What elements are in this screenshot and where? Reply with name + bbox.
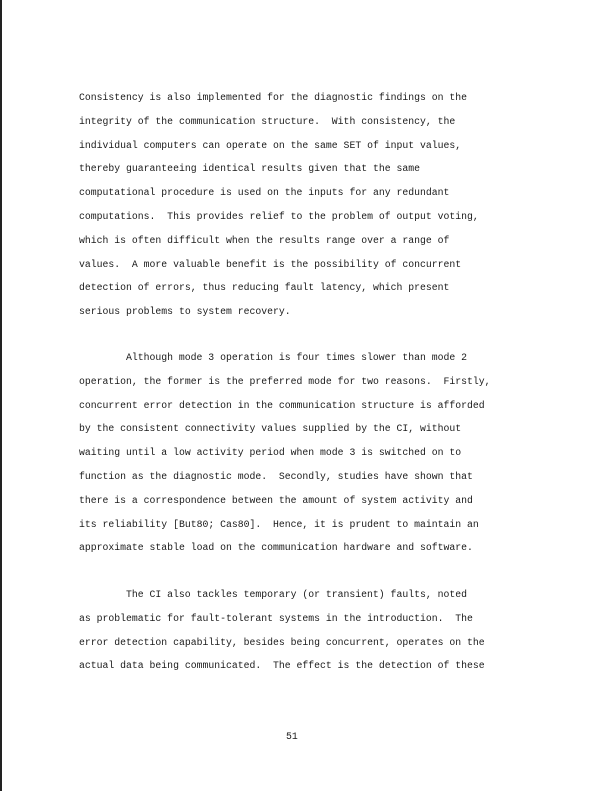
paragraph-line: by the consistent connectivity values supplied by the CI, without [79, 423, 462, 434]
paragraph-line: detection of errors, thus reducing fault latency, which present [79, 282, 450, 293]
page-number: 51 [286, 731, 298, 742]
paragraph-line: actual data being communicated. The effect is the detection of these [79, 660, 485, 671]
paragraph-line: function as the diagnostic mode. Secondly, studies have shown that [79, 471, 473, 482]
paragraph-line: individual computers can operate on the same SET of input values, [79, 140, 462, 151]
paragraph-line: approximate stable load on the communication hardware and software. [79, 542, 473, 553]
paragraph-line: concurrent error detection in the communication structure is afforded [79, 400, 485, 411]
scan-edge [0, 0, 2, 791]
paragraph-line: serious problems to system recovery. [79, 306, 291, 317]
paragraph-line: values. A more valuable benefit is the possibility of concurrent [79, 259, 462, 270]
paragraph-line: computational procedure is used on the inputs for any redundant [79, 187, 450, 198]
paragraph-line: error detection capability, besides being concurrent, operates on the [79, 637, 485, 648]
paragraph-line: there is a correspondence between the amount of system activity and [79, 495, 473, 506]
paragraph-line: thereby guaranteeing identical results given that the same [79, 163, 420, 174]
paragraph-line: operation, the former is the preferred mode for two reasons. Firstly, [79, 376, 491, 387]
paragraph-line: Although mode 3 operation is four times slower than mode 2 [126, 352, 467, 363]
paragraph-line: computations. This provides relief to the problem of output voting, [79, 211, 479, 222]
paragraph-line: The CI also tackles temporary (or transient) faults, noted [126, 589, 467, 600]
paragraph-line: its reliability [But80; Cas80]. Hence, it is prudent to maintain an [79, 519, 479, 530]
paragraph-line: waiting until a low activity period when mode 3 is switched on to [79, 447, 462, 458]
paragraph-line: Consistency is also implemented for the diagnostic findings on the [79, 92, 468, 103]
paragraph-line: as problematic for fault-tolerant systems in the introduction. The [79, 613, 473, 624]
paragraph-line: which is often difficult when the results range over a range of [79, 235, 450, 246]
paragraph-line: integrity of the communication structure. With consistency, the [79, 116, 456, 127]
